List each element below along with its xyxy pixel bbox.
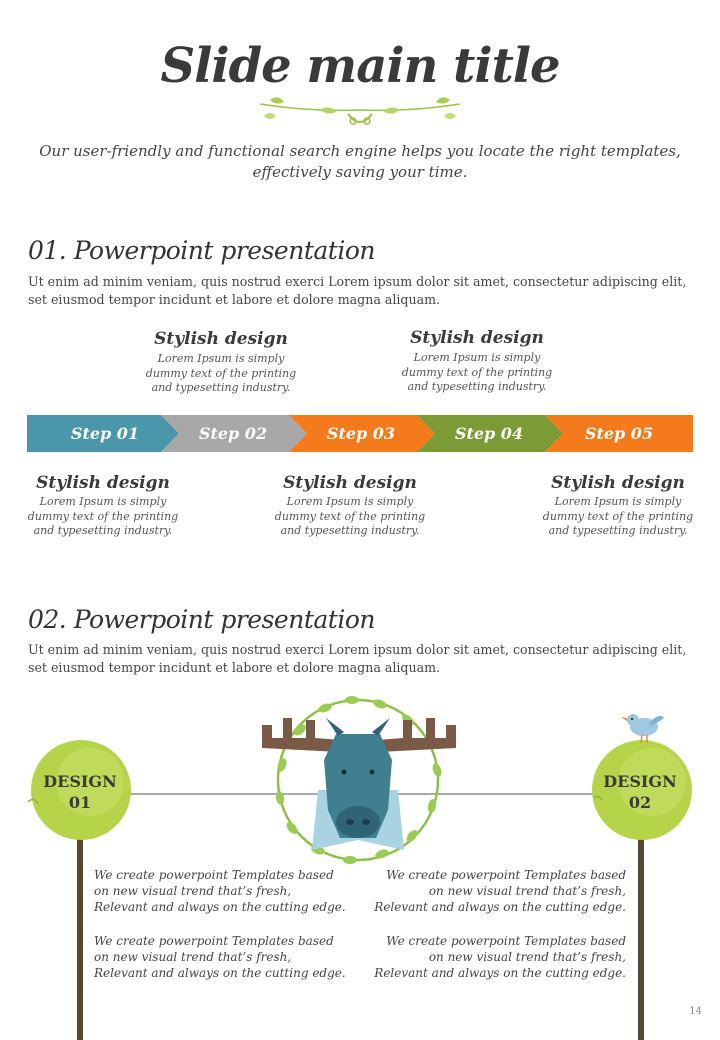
bottom-block-2 bbox=[270, 473, 430, 539]
block-title: Stylish design bbox=[154, 329, 288, 349]
slide-title: Slide main title bbox=[160, 38, 560, 94]
bird-icon bbox=[621, 714, 664, 743]
block-line: Lorem Ipsum is simply bbox=[39, 495, 167, 508]
block-line: Lorem Ipsum is simply bbox=[554, 495, 682, 508]
subtitle-line: Our user-friendly and functional search engine helps you locate the right templates, bbox=[39, 142, 681, 160]
text-line: We create powerpoint Templates based bbox=[94, 868, 334, 882]
block-line: dummy text of the printing bbox=[27, 509, 179, 523]
subtitle bbox=[30, 141, 690, 183]
text-line: Relevant and always on the cutting edge. bbox=[94, 900, 346, 914]
block-line: Lorem Ipsum is simply bbox=[286, 495, 414, 508]
step-label: Step 04 bbox=[454, 424, 524, 443]
label-line: DESIGN bbox=[603, 772, 677, 791]
body-line: set eiusmod tempor incidunt et labore et dolore magna aliquam. bbox=[28, 292, 441, 307]
block-line: and typesetting industry. bbox=[280, 524, 420, 537]
body-line: Ut enim ad minim veniam, quis nostrud exerci Lorem ipsum dolor sit amet, consectetur adipiscing elit, bbox=[28, 642, 687, 657]
subtitle-line: effectively saving your time. bbox=[252, 163, 468, 181]
block-body bbox=[23, 495, 183, 539]
step-label: Step 02 bbox=[198, 424, 268, 443]
top-block-2 bbox=[397, 328, 557, 395]
block-line: dummy text of the printing bbox=[145, 366, 297, 380]
bottom-block-3 bbox=[538, 473, 698, 539]
text-line: on new visual trend that’s fresh, bbox=[428, 884, 626, 898]
section2-heading: 02. Powerpoint presentation bbox=[28, 605, 375, 634]
block-title: Stylish design bbox=[410, 328, 544, 348]
block-line: dummy text of the printing bbox=[274, 509, 426, 523]
bottom-block-1 bbox=[23, 473, 183, 539]
block-line: Lorem Ipsum is simply bbox=[157, 352, 285, 365]
block-line: and typesetting industry. bbox=[33, 524, 173, 537]
forest-illustration bbox=[0, 690, 720, 1040]
text-line: We create powerpoint Templates based bbox=[386, 868, 626, 882]
block-line: and typesetting industry. bbox=[407, 380, 547, 393]
block-title: Stylish design bbox=[36, 473, 170, 493]
label-line: DESIGN bbox=[43, 772, 117, 791]
section1-body bbox=[28, 273, 694, 309]
text-line: on new visual trend that’s fresh, bbox=[94, 950, 292, 964]
text-line: Relevant and always on the cutting edge. bbox=[94, 966, 346, 980]
block-line: dummy text of the printing bbox=[542, 509, 694, 523]
step-label: Step 05 bbox=[584, 424, 654, 443]
design-02-label bbox=[594, 771, 686, 813]
design-01-label bbox=[34, 771, 126, 813]
block-body bbox=[397, 351, 557, 395]
leaf-ornament-icon bbox=[250, 94, 470, 134]
top-block-1 bbox=[141, 329, 301, 396]
body-line: Ut enim ad minim veniam, quis nostrud exerci Lorem ipsum dolor sit amet, consectetur adipiscing elit, bbox=[28, 274, 687, 289]
block-line: dummy text of the printing bbox=[401, 365, 553, 379]
right-text-column bbox=[366, 867, 626, 981]
page-number: 14 bbox=[689, 1006, 702, 1017]
label-line: 02 bbox=[628, 793, 652, 812]
block-body bbox=[141, 352, 301, 396]
section1-heading: 01. Powerpoint presentation bbox=[28, 236, 375, 265]
label-line: 01 bbox=[68, 793, 92, 812]
moose-wreath-icon bbox=[262, 696, 456, 864]
block-line: and typesetting industry. bbox=[548, 524, 688, 537]
block-title: Stylish design bbox=[551, 473, 685, 493]
block-line: Lorem Ipsum is simply bbox=[413, 351, 541, 364]
block-body bbox=[270, 495, 430, 539]
text-line: Relevant and always on the cutting edge. bbox=[374, 900, 626, 914]
section2-body bbox=[28, 641, 694, 677]
text-line: Relevant and always on the cutting edge. bbox=[374, 966, 626, 980]
text-line: We create powerpoint Templates based bbox=[94, 934, 334, 948]
body-line: set eiusmod tempor incidunt et labore et dolore magna aliquam. bbox=[28, 660, 441, 675]
block-title: Stylish design bbox=[283, 473, 417, 493]
text-line: We create powerpoint Templates based bbox=[386, 934, 626, 948]
block-body bbox=[538, 495, 698, 539]
left-text-column bbox=[94, 867, 354, 981]
step-label: Step 03 bbox=[326, 424, 396, 443]
block-line: and typesetting industry. bbox=[151, 381, 291, 394]
step-label: Step 01 bbox=[70, 424, 140, 443]
text-line: on new visual trend that’s fresh, bbox=[428, 950, 626, 964]
text-line: on new visual trend that’s fresh, bbox=[94, 884, 292, 898]
